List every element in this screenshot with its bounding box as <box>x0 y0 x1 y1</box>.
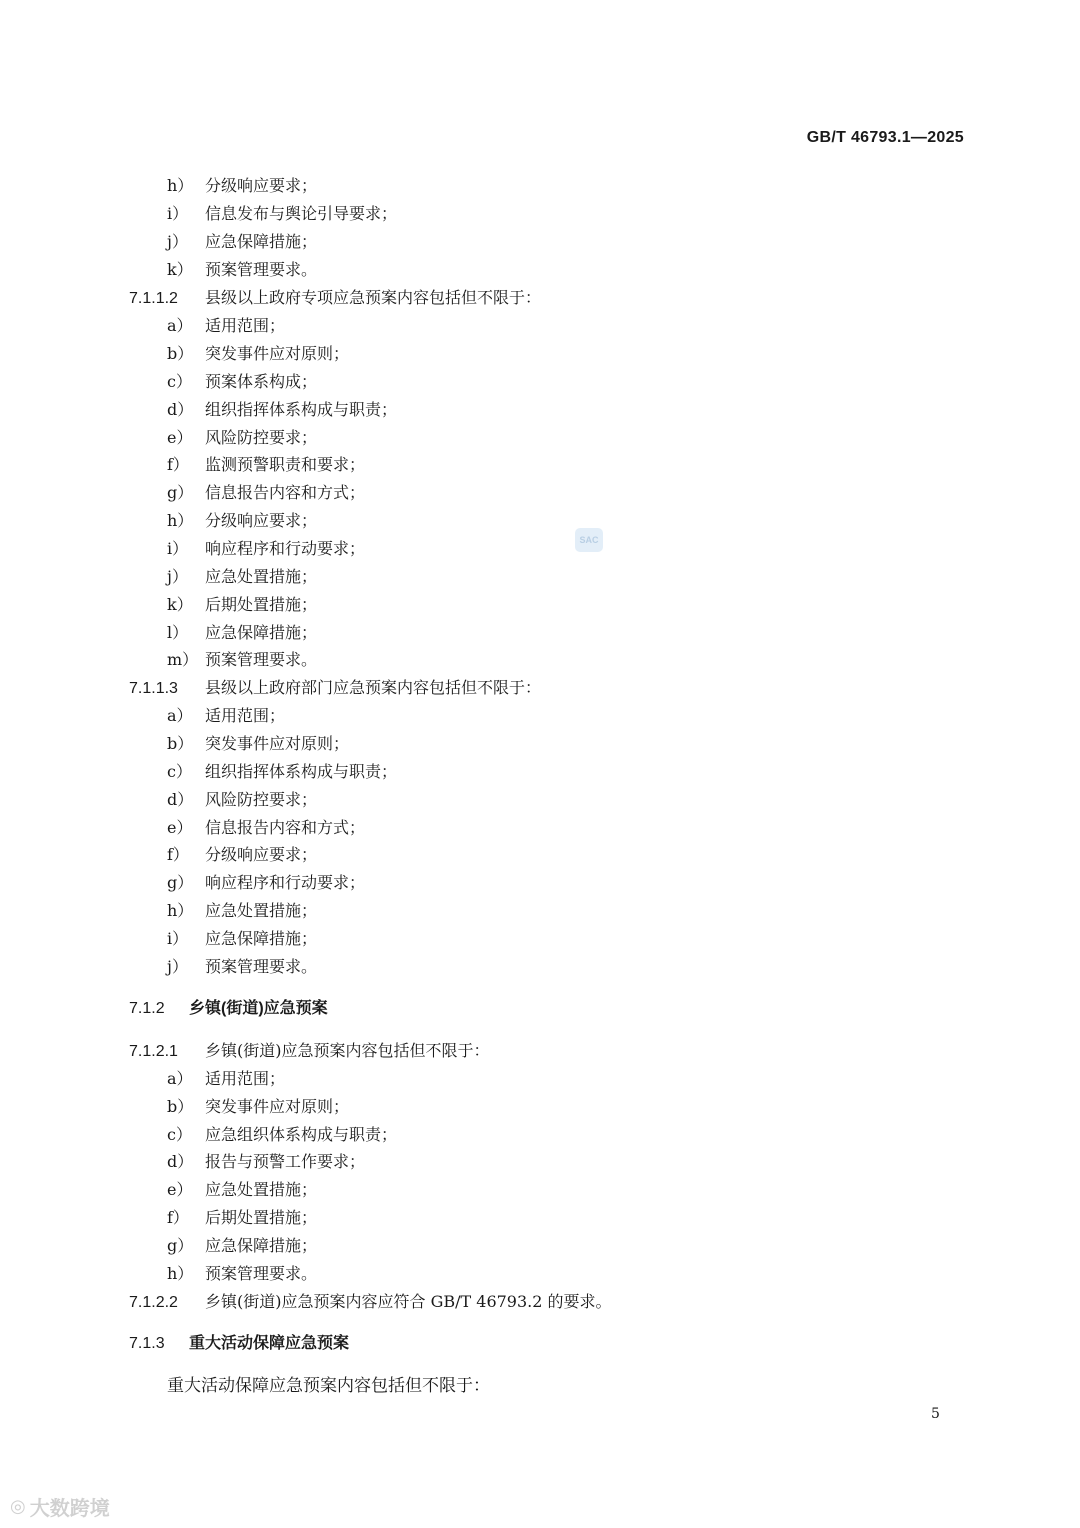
list-item-label: k） <box>167 595 193 614</box>
list-item <box>167 1264 317 1284</box>
list-item-text: 适用范围； <box>205 316 286 335</box>
list-item-text: 信息报告内容和方式； <box>205 818 366 837</box>
clause-number: 7.1.1.3 <box>129 680 178 697</box>
list-item-text: 信息发布与舆论引导要求； <box>205 204 398 223</box>
list-item-label: d） <box>167 790 194 809</box>
list-item-label: j） <box>167 567 188 586</box>
list-item-text: 响应程序和行动要求； <box>205 873 366 892</box>
section-heading <box>129 1334 349 1354</box>
list-item-text: 突发事件应对原则； <box>205 344 350 363</box>
list-item <box>167 428 317 448</box>
list-item-text: 应急处置措施； <box>205 1180 318 1199</box>
list-item <box>167 650 317 670</box>
list-item-label: e） <box>167 1180 193 1199</box>
corner-watermark-text: 大数跨境 <box>29 1496 110 1520</box>
list-item-text: 应急保障措施； <box>205 232 318 251</box>
list-item <box>167 818 365 838</box>
list-item-label: d） <box>167 400 194 419</box>
list-item-label: c） <box>167 762 192 781</box>
corner-watermark <box>10 1492 110 1521</box>
clause-text: 县级以上政府部门应急预案内容包括但不限于： <box>205 678 542 697</box>
list-item-text: 突发事件应对原则； <box>205 1097 350 1116</box>
section-title: 乡镇(街道)应急预案 <box>189 1000 328 1017</box>
list-item <box>167 873 365 893</box>
list-item <box>167 706 285 726</box>
list-item-label: b） <box>167 734 194 753</box>
list-item-text: 适用范围； <box>205 706 286 725</box>
list-item-label: f） <box>167 845 189 864</box>
list-item <box>167 1180 317 1200</box>
list-item <box>167 790 317 810</box>
list-item <box>167 1125 397 1145</box>
list-item-label: i） <box>167 204 189 223</box>
list-item <box>167 344 349 364</box>
list-item-label: j） <box>167 232 188 251</box>
list-item <box>167 316 285 336</box>
list-item <box>167 455 365 475</box>
list-item-text: 报告与预警工作要求； <box>205 1152 366 1171</box>
list-item-label: b） <box>167 1097 194 1116</box>
list-item <box>167 845 317 865</box>
list-item-label: a） <box>167 1069 193 1088</box>
sac-watermark: SAC <box>575 528 603 552</box>
list-item-label: j） <box>167 957 188 976</box>
list-item-label: c） <box>167 372 192 391</box>
list-item-text: 信息报告内容和方式； <box>205 483 366 502</box>
list-item <box>167 567 317 587</box>
list-item-label: m） <box>167 650 199 669</box>
list-item <box>167 957 317 977</box>
list-item-text: 预案管理要求。 <box>205 1264 318 1283</box>
list-item-label: h） <box>167 1264 194 1283</box>
list-item-label: e） <box>167 428 193 447</box>
list-item <box>167 232 317 252</box>
section-number: 7.1.2 <box>129 1000 165 1017</box>
list-item-label: a） <box>167 706 193 725</box>
clause <box>129 288 541 309</box>
clause-text: 县级以上政府专项应急预案内容包括但不限于： <box>205 288 542 307</box>
list-item-label: g） <box>167 1236 194 1255</box>
list-item <box>167 483 365 503</box>
list-item <box>167 511 317 531</box>
list-item <box>167 623 317 643</box>
list-item <box>167 204 397 224</box>
list-item <box>167 176 317 196</box>
list-item-label: i） <box>167 539 189 558</box>
list-item-label: h） <box>167 901 194 920</box>
page-number: 5 <box>931 1406 940 1422</box>
clause <box>129 1041 490 1062</box>
list-item-text: 预案管理要求。 <box>205 650 318 669</box>
list-item <box>167 929 317 949</box>
list-item-text: 应急处置措施； <box>205 567 318 586</box>
list-item-text: 应急处置措施； <box>205 901 318 920</box>
list-item <box>167 1097 349 1117</box>
section-number: 7.1.3 <box>129 1335 165 1352</box>
list-item-text: 预案体系构成； <box>205 372 318 391</box>
list-item-label: g） <box>167 873 194 892</box>
clause-number: 7.1.2.2 <box>129 1294 178 1311</box>
list-item-label: b） <box>167 344 194 363</box>
list-item-label: a） <box>167 316 193 335</box>
standard-code: GB/T 46793.1—2025 <box>806 129 964 146</box>
clause-number: 7.1.2.1 <box>129 1043 178 1060</box>
list-item <box>167 762 397 782</box>
list-item <box>167 1236 317 1256</box>
list-item <box>167 734 349 754</box>
list-item-text: 风险防控要求； <box>205 428 318 447</box>
paragraph: 重大活动保障应急预案内容包括但不限于： <box>167 1376 490 1396</box>
clause-text: 乡镇(街道)应急预案内容应符合 GB/T 46793.2 的要求。 <box>205 1292 612 1311</box>
list-item-label: g） <box>167 483 194 502</box>
list-item-label: i） <box>167 929 189 948</box>
list-item-text: 应急保障措施； <box>205 623 318 642</box>
list-item-label: c） <box>167 1125 192 1144</box>
list-item-text: 后期处置措施； <box>205 1208 318 1227</box>
list-item-label: h） <box>167 511 194 530</box>
list-item-label: f） <box>167 455 189 474</box>
section-heading <box>129 999 328 1019</box>
list-item-text: 预案管理要求。 <box>205 260 318 279</box>
list-item <box>167 400 397 420</box>
list-item-label: f） <box>167 1208 189 1227</box>
list-item-text: 应急保障措施； <box>205 1236 318 1255</box>
list-item-text: 应急保障措施； <box>205 929 318 948</box>
list-item-text: 风险防控要求； <box>205 790 318 809</box>
list-item-text: 分级响应要求； <box>205 845 318 864</box>
clause-number: 7.1.1.2 <box>129 290 178 307</box>
list-item <box>167 901 317 921</box>
list-item-text: 适用范围； <box>205 1069 286 1088</box>
list-item-label: k） <box>167 260 193 279</box>
list-item-text: 组织指挥体系构成与职责； <box>205 762 398 781</box>
list-item-label: d） <box>167 1152 194 1171</box>
clause <box>129 1292 612 1313</box>
list-item <box>167 260 317 280</box>
list-item <box>167 595 317 615</box>
section-title: 重大活动保障应急预案 <box>189 1335 350 1352</box>
list-item-text: 监测预警职责和要求； <box>205 455 366 474</box>
list-item-text: 应急组织体系构成与职责； <box>205 1125 398 1144</box>
list-item-text: 预案管理要求。 <box>205 957 318 976</box>
list-item-text: 突发事件应对原则； <box>205 734 350 753</box>
list-item-label: l） <box>167 623 189 642</box>
clause <box>129 678 541 699</box>
list-item <box>167 1152 365 1172</box>
list-item <box>167 372 317 392</box>
brand-logo-icon: ◎ <box>10 1496 26 1517</box>
list-item <box>167 1208 317 1228</box>
clause-text: 乡镇(街道)应急预案内容包括但不限于： <box>205 1041 490 1060</box>
list-item-text: 后期处置措施； <box>205 595 318 614</box>
list-item-text: 响应程序和行动要求； <box>205 539 366 558</box>
list-item <box>167 1069 285 1089</box>
list-item-text: 分级响应要求； <box>205 511 318 530</box>
list-item <box>167 539 365 559</box>
list-item-label: h） <box>167 176 194 195</box>
list-item-text: 组织指挥体系构成与职责； <box>205 400 398 419</box>
list-item-label: e） <box>167 818 193 837</box>
list-item-text: 分级响应要求； <box>205 176 318 195</box>
